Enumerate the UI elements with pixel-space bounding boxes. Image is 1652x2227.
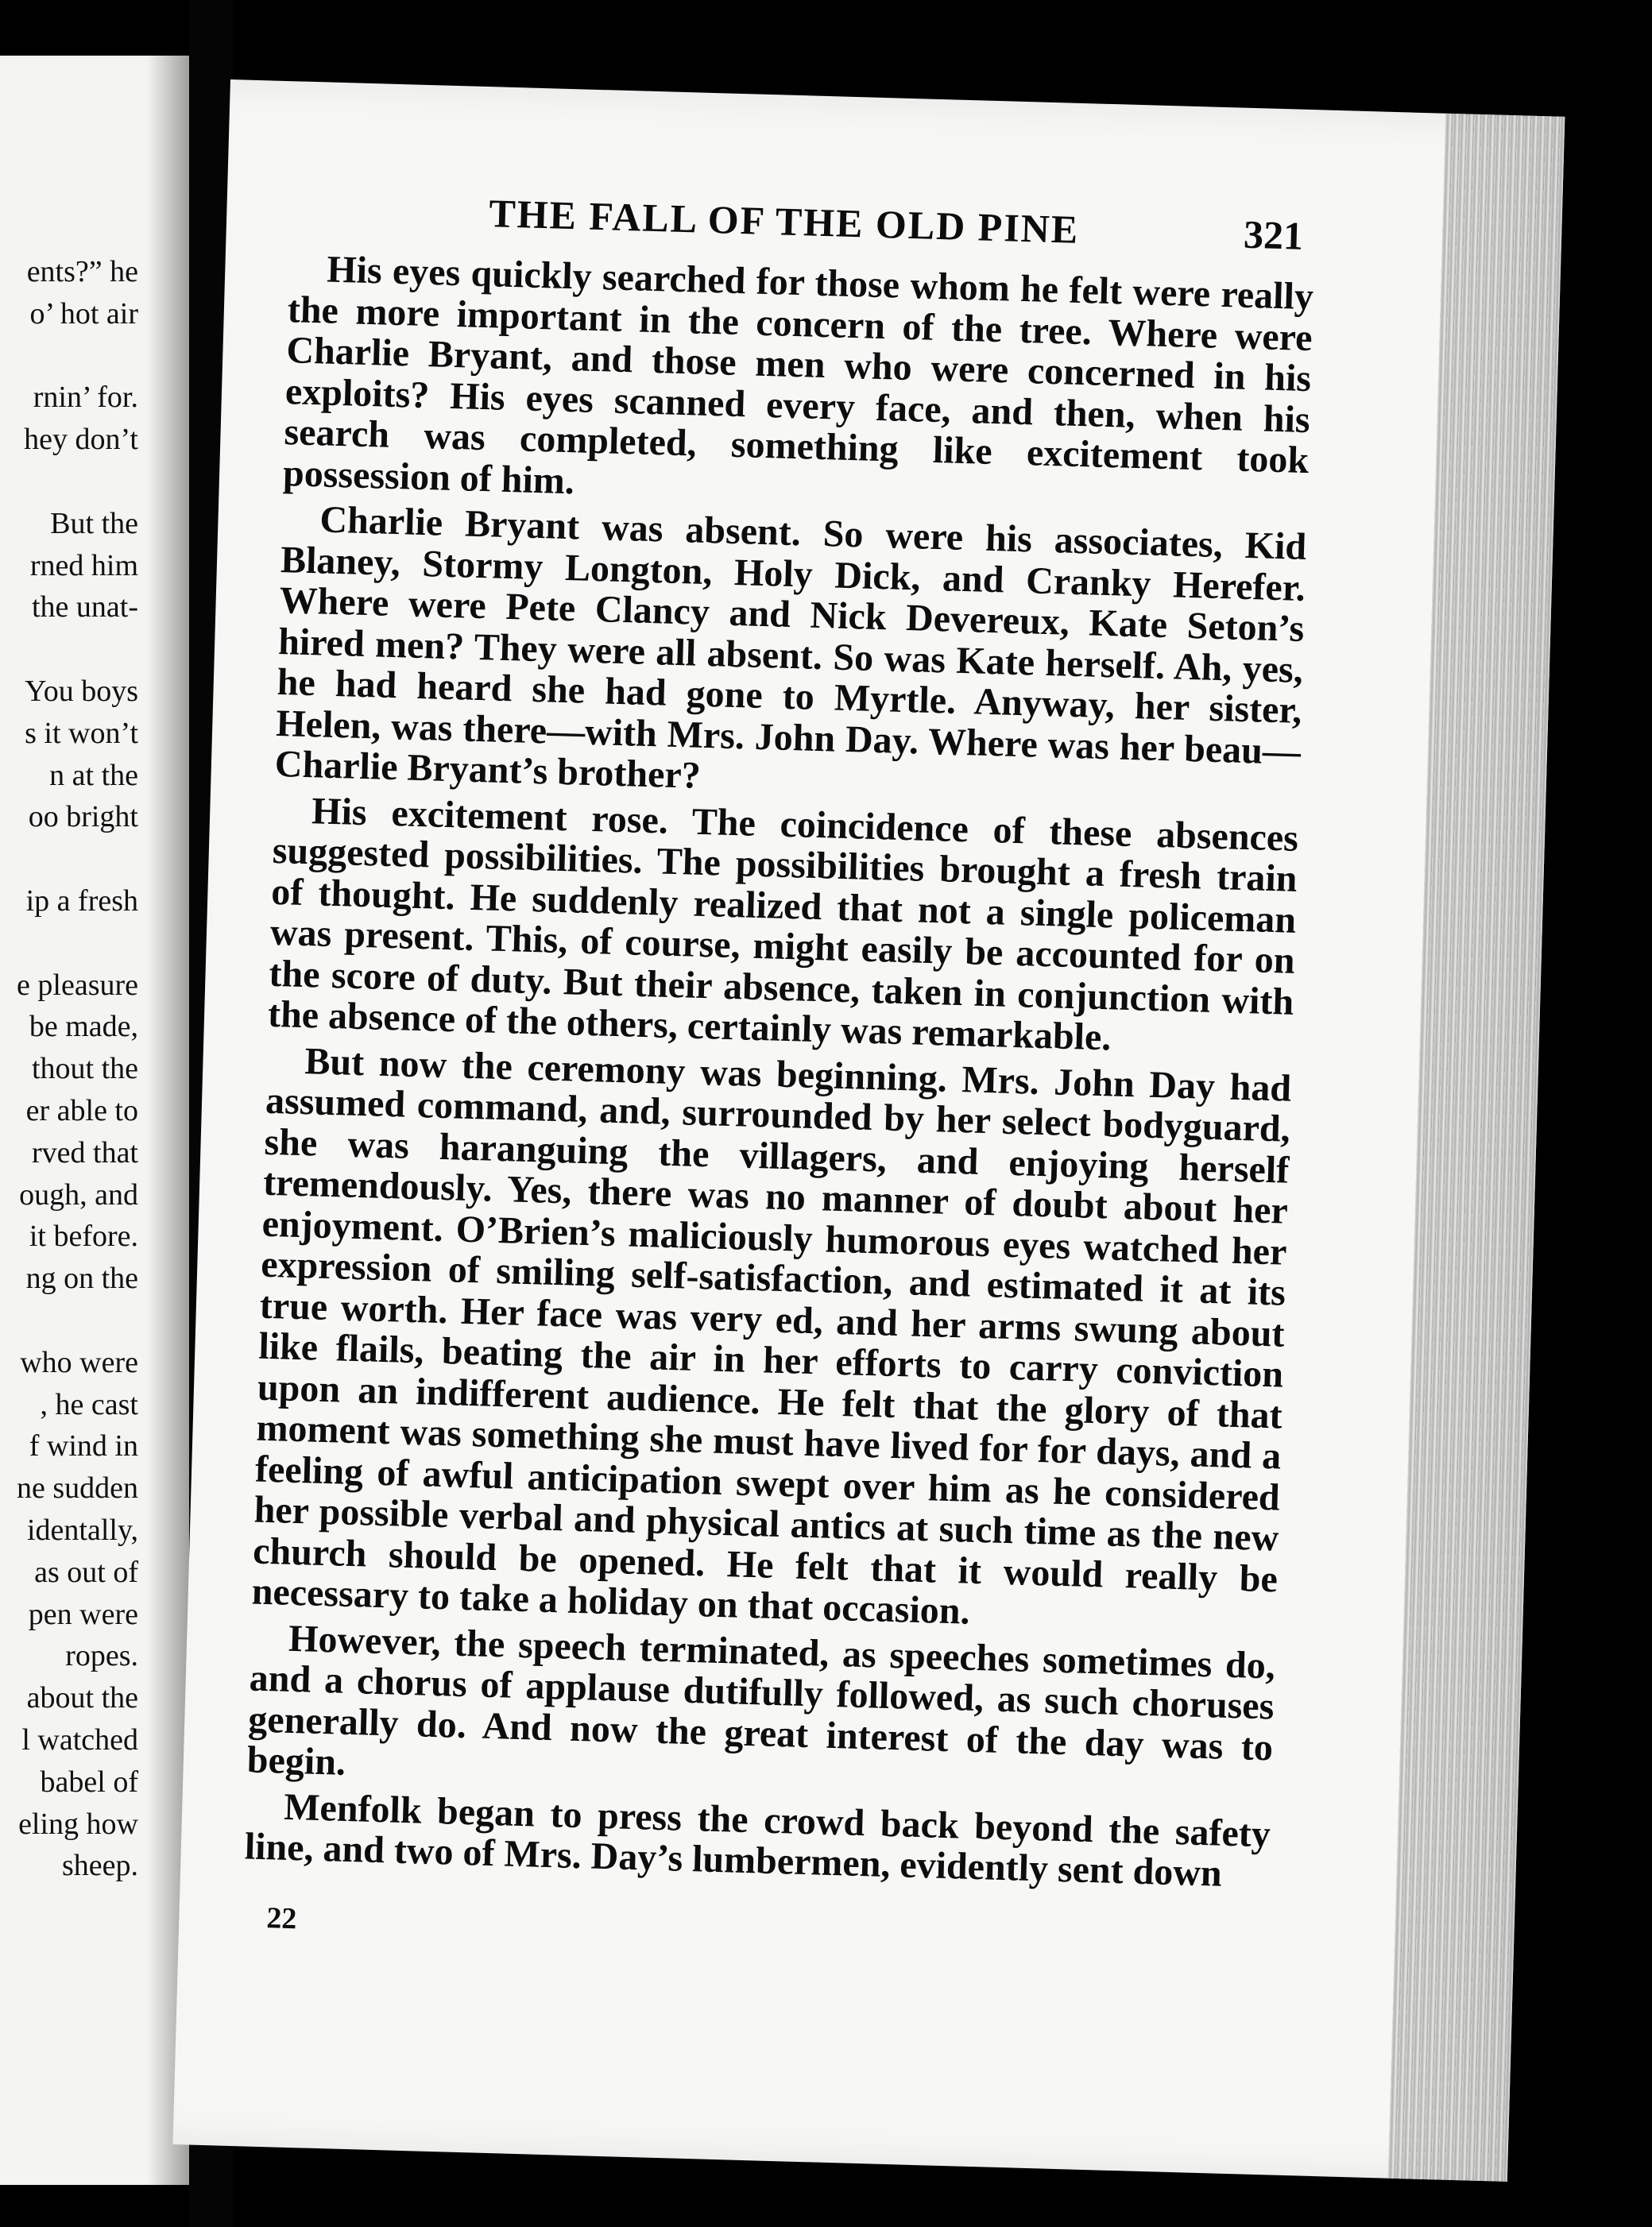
facing-page-line: sheep.	[61, 1849, 138, 1883]
facing-page-line: er able to	[25, 1094, 138, 1127]
running-head: THE FALL OF THE OLD PINE	[488, 191, 1080, 252]
facing-page-line: o’ hot air	[29, 296, 138, 331]
facing-page-line: rved that	[31, 1135, 138, 1170]
facing-page-line: , he cast	[40, 1387, 138, 1421]
facing-page-line: be made,	[29, 1010, 138, 1044]
paragraph: But now the ceremony was beginning. Mrs. John Day had assumed command, and, surrounded by her select bodyguard, she was haranguing the villagers, and enjoying herself tremendously. Yes, there was no manner of doubt about her enjoyment. O’Brien’s maliciously humorous eyes watched her expression of smiling self-satisfaction, and estimated it at its true worth. Her face was very ed, and her arms swung about like flails, beating the air in her efforts to carry conviction upon an indifferent audience. He felt that the glory of that moment was something she must have lived for for days, and a feeling of awful anticipation swept over him as he considered her possible verbal and physical antics at such time as the new church should be opened. He felt that it would really be necessary to take a holiday on that occasion.	[251, 1039, 1292, 1633]
paragraph: However, the speech terminated, as speeches sometimes do, and a chorus of applause dutifully followed, as such choruses generally do. And now the great interest of the day was to begin.	[246, 1617, 1276, 1784]
signature-mark: 22	[265, 1901, 297, 1936]
paragraph: Charlie Bryant was absent. So were his associates, Kid Blaney, Stormy Longton, Holy Dick, and Cranky Herefer. Where were Pete Clancy and Nick Devereux, Kate Seton’s hired men? They were all absent. So was Kate herself. Ah, yes, he had heard she had gone to Myrtle. Anyway, her sister, Helen, was there—with Mrs. John Day. Where was her beau—Charlie Bryant’s brother?	[274, 498, 1307, 797]
facing-page-line: f wind in	[29, 1429, 138, 1463]
page-number: 321	[1243, 211, 1304, 258]
facing-page-line: the unat-	[31, 590, 138, 624]
facing-page-line: ne sudden	[16, 1471, 138, 1506]
facing-page-line: n at the	[49, 758, 138, 792]
facing-page-line: eling how	[18, 1807, 138, 1841]
facing-page	[0, 56, 189, 2185]
facing-page-line: You boys	[25, 675, 138, 708]
facing-page-line: rnin’ for.	[33, 381, 138, 415]
facing-page-line: pen were	[28, 1597, 138, 1631]
facing-page-line: thout the	[31, 1052, 138, 1086]
facing-page-line: rned him	[29, 548, 138, 582]
facing-page-line: ng on the	[25, 1262, 138, 1296]
book-page	[172, 79, 1565, 2182]
facing-page-line: ropes.	[65, 1639, 138, 1673]
page-edges	[1388, 114, 1565, 2182]
facing-page-line: as out of	[34, 1555, 138, 1589]
paragraph: His excitement rose. The coincidence of these absences suggested possibilities. The possibilities brought a fresh train of thought. He suddenly realized that not a single policeman was present. This, of course, might easily be accounted for on the score of duty. But their absence, taken in conjunction with the absence of the others, certainly was remarkable.	[267, 789, 1299, 1059]
facing-page-line: babel of	[40, 1765, 138, 1799]
facing-page-line: it before.	[29, 1220, 138, 1254]
facing-page-line: But the	[50, 506, 138, 540]
facing-page-line: identally,	[27, 1514, 138, 1547]
facing-page-line: ents?” he	[26, 255, 138, 288]
facing-page-line: l watched	[21, 1723, 138, 1757]
paragraph: Menfolk began to press the crowd back beyond the safety line, and two of Mrs. Day’s lumbermen, evidently sent down	[244, 1785, 1271, 1895]
facing-page-line: s it won’t	[25, 716, 138, 750]
paragraph: His eyes quickly searched for those whom he felt were really the more important in the concern of the tree. Where were Charlie Bryant, and those men who were concerned in his exploits? His eyes scanned every face, and then, when his search was completed, something like excitement took possession of him.	[282, 248, 1314, 502]
facing-page-line: oo bright	[28, 800, 138, 834]
facing-page-line: who were	[20, 1345, 138, 1379]
facing-page-line: hey don’t	[24, 423, 138, 457]
facing-page-line: about the	[26, 1681, 138, 1715]
facing-page-line: e pleasure	[17, 968, 138, 1002]
facing-page-line: ough, and	[19, 1177, 138, 1212]
body-text	[244, 248, 1314, 1900]
facing-page-line: ip a fresh	[25, 884, 138, 918]
